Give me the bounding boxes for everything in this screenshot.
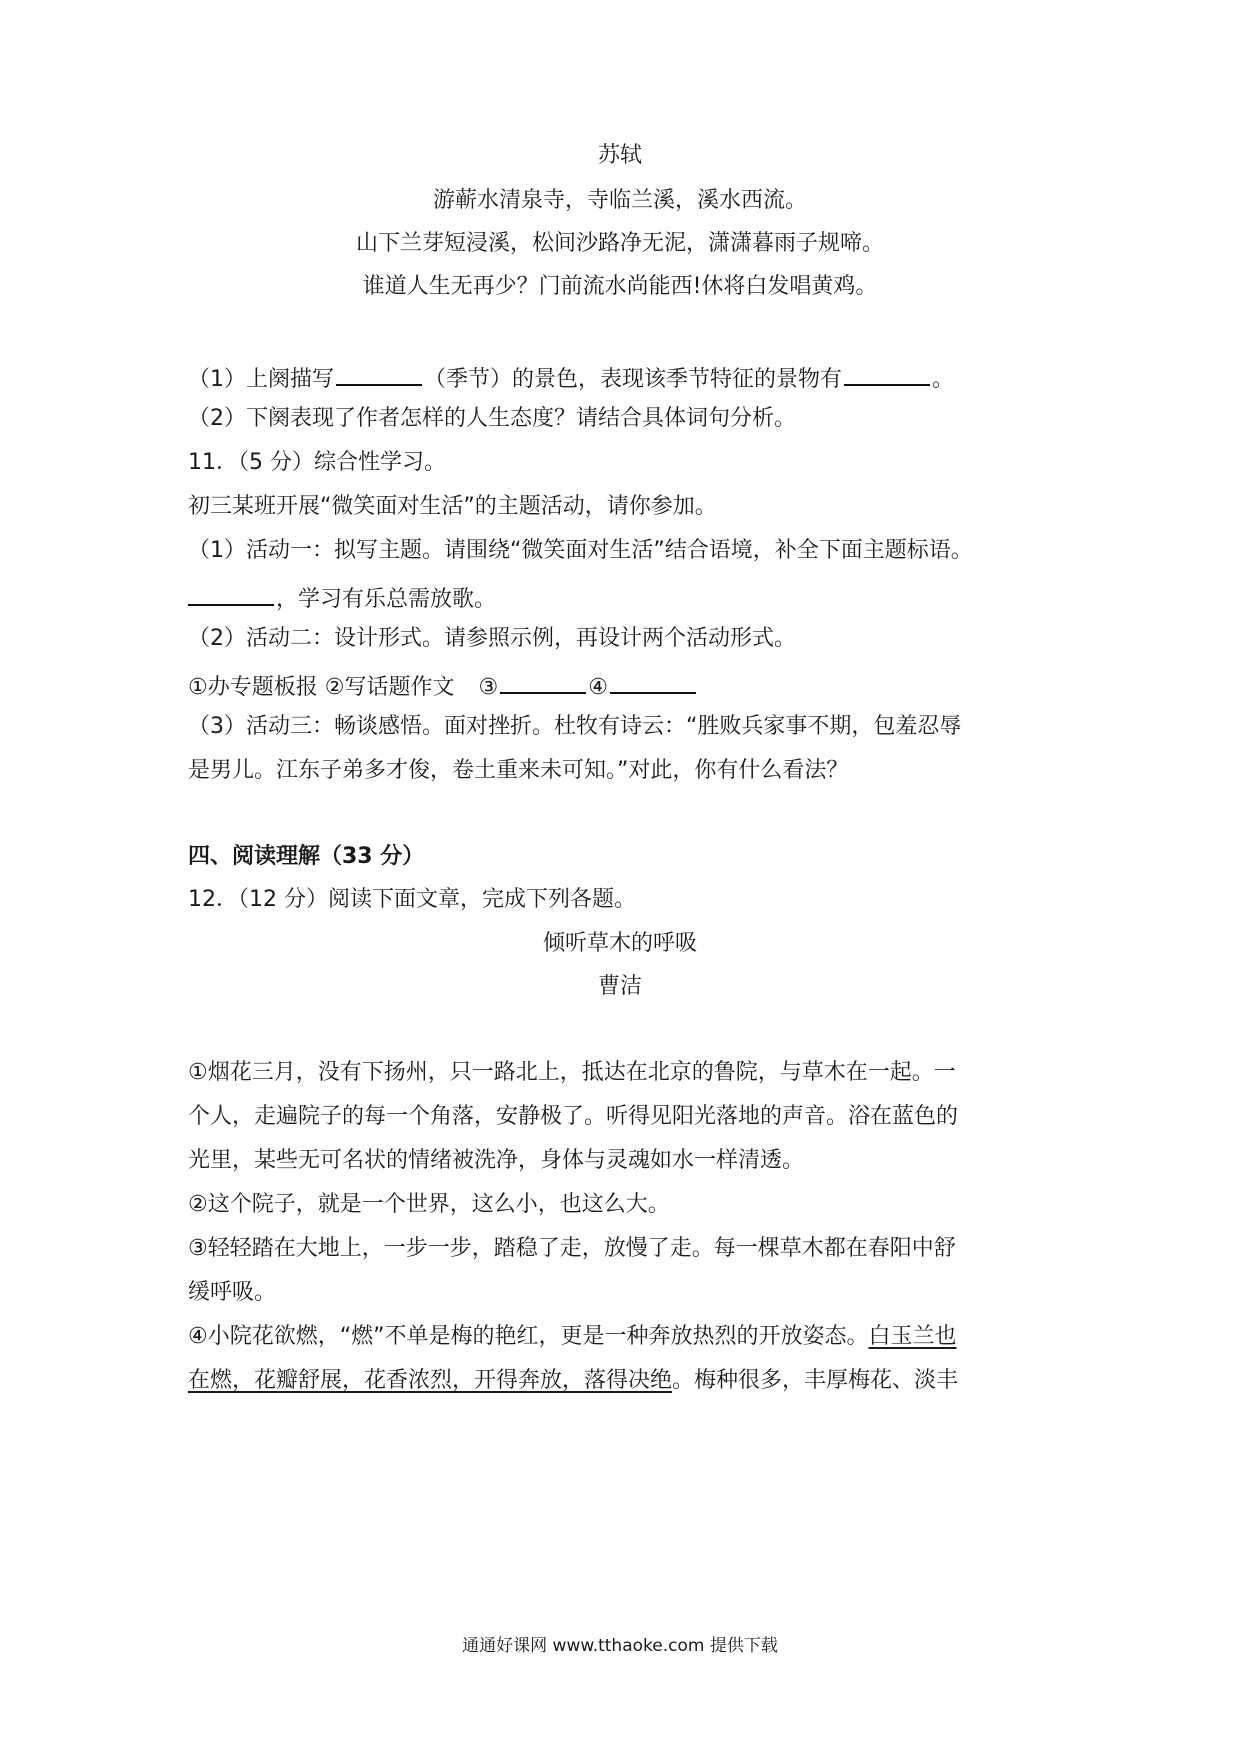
poem-preface: 游蕲水清泉寺，寺临兰溪，溪水西流。 <box>432 188 807 213</box>
poem-line-1: 山下兰芽短浸溪，松间沙路净无泥，潇潇暮雨子规啼。 <box>355 231 884 256</box>
underlined-sentence-end: 在燃，花瓣舒展，花香浓烈，开得奔放，落得决绝 <box>188 1368 673 1393</box>
q11-activity-2: （2）活动二：设计形式。请参照示例，再设计两个活动形式。 <box>188 626 796 651</box>
article-title: 倾听草木的呼吸 <box>542 931 697 956</box>
season-blank[interactable] <box>336 360 422 386</box>
activity-examples: ①办专题板报 ②写话题作文 <box>188 675 455 700</box>
paragraph-3-line-2: 缓呼吸。 <box>188 1280 277 1305</box>
page-footer: 通通好课网 www.tthaoke.com 提供下载 <box>462 1636 778 1656</box>
option-4-blank[interactable] <box>610 668 696 694</box>
paragraph-4-line-2 <box>188 1366 958 1396</box>
paragraph-4-continuation: 。梅种很多，丰厚梅花、淡丰 <box>672 1368 959 1393</box>
poem-author: 苏轼 <box>597 143 642 168</box>
paragraph-2: ②这个院子，就是一个世界，这么小，也这么大。 <box>188 1192 670 1217</box>
q10-sub1-text-a: （1）上阕描写 <box>188 367 334 392</box>
q10-sub1-text-c: 。 <box>932 367 955 392</box>
underlined-sentence-start: 白玉兰也 <box>868 1324 957 1349</box>
q11-activity-1: （1）活动一：拟写主题。请围绕“微笑面对生活”结合语境，补全下面主题标语。 <box>188 538 973 563</box>
option-3-marker: ③ <box>478 675 499 700</box>
q10-sub1-text-b: （季节）的景色，表现该季节特征的景物有 <box>424 367 843 392</box>
q12-heading: 12．（12 分）阅读下面文章，完成下列各题。 <box>188 887 636 912</box>
q11-intro: 初三某班开展“微笑面对生活”的主题活动，请你参加。 <box>188 494 717 519</box>
paragraph-4-line-1 <box>188 1322 957 1352</box>
q11-activity-2-options <box>188 668 698 703</box>
slogan-blank[interactable] <box>188 580 274 606</box>
q11-activity-3-line-2: 是男儿。江东子弟多才俊，卷土重来未可知。”对此，你有什么看法？ <box>188 758 849 783</box>
poem-line-2: 谁道人生无再少？门前流水尚能西!休将白发唱黄鸡。 <box>362 274 878 299</box>
slogan-tail: ，学习有乐总需放歌。 <box>276 587 497 612</box>
q11-activity-3-line-1: （3）活动三：畅谈感悟。面对挫折。杜牧有诗云：“胜败兵家事不期，包羞忍辱 <box>188 714 962 739</box>
option-4-marker: ④ <box>588 675 608 700</box>
paragraph-1-line-2: 个人，走遍院子的每一个角落，安静极了。听得见阳光落地的声音。浴在蓝色的 <box>188 1104 959 1129</box>
paragraph-1-line-1: ①烟花三月，没有下扬州，只一路北上，抵达在北京的鲁院，与草木在一起。一 <box>188 1060 956 1085</box>
article-author: 曹洁 <box>597 974 642 999</box>
option-3-blank[interactable] <box>500 668 586 694</box>
section-4-title: 四、阅读理解（33 分） <box>188 844 425 869</box>
paragraph-4-text: ④小院花欲燃，“燃”不单是梅的艳红，更是一种奔放热烈的开放姿态。 <box>188 1324 869 1349</box>
scenery-blank[interactable] <box>844 360 930 386</box>
q11-heading: 11．（5 分）综合性学习。 <box>188 450 446 475</box>
q10-sub2: （2）下阕表现了作者怎样的人生态度？请结合具体词句分析。 <box>188 406 796 431</box>
paragraph-3-line-1: ③轻轻踏在大地上，一步一步，踏稳了走，放慢了走。每一棵草木都在春阳中舒 <box>188 1236 956 1261</box>
q11-activity-1-slogan <box>188 580 496 615</box>
paragraph-1-line-3: 光里，某些无可名状的情绪被洗净，身体与灵魂如水一样清透。 <box>188 1148 805 1173</box>
q10-sub1 <box>188 360 954 395</box>
